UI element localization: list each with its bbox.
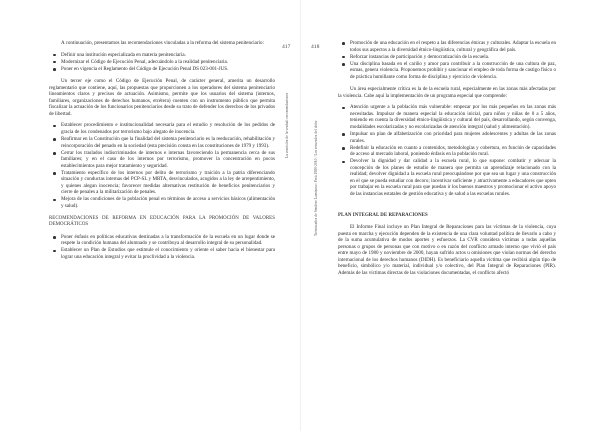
list-item: Una disciplina basada en el cariño y amor para contribuir a la construcción de una cultura de paz, esmas, genera violencia. Proponemos prohibir y sancionar el empleo de toda forma de castigo físico o de práctica humillante como forma de disciplina y ejercicio de violencia. (338, 61, 556, 81)
penitentiary-recommendations-list (49, 52, 275, 73)
page-number: 418 (311, 44, 320, 50)
list-item: Impulsar un plan de alfabetización con prioridad para mujeres adolescentes y adultas de las zonas rurales. (338, 131, 556, 144)
right-text-column (338, 40, 556, 281)
list-item: Establecer procedimiento e institucionalidad necesaria para el estudio y resolución de los pedidos de gracia de los condenados por terrorismo bajo alegato de inocencia. (49, 122, 275, 135)
list-item: Definir una institución especializada en materia penitenciaria. (49, 52, 275, 59)
list-item: Cerrar los traslados indiscriminados de internos e internas favoreciendo la permanencia cerca de sus familiares; y en el caso de los internos por terrorismo, promover la concentración en pocos establecimientos para mejor tratamiento y seguridad. (49, 150, 275, 170)
list-item: Tratamiento específico de los internos por delito de terrorismo y traición a la patria diferenciando situación y conductas internas del PCP-SL y MRTA, desvinculados, acogidos a la ley de arrepentimiento, y quienes alegan inocencia; favorecer medidas alternativas restitución de beneficios penitenciarios y cierre de penales a la militarización de penales. (49, 170, 275, 196)
list-item: Reafirmar en la Constitución que la finalidad del sistema penitenciario es la reeducación, rehabilitación y reincorporación del penado en la sociedad (esta precisión consta en las constituciones de 1979 y 1993). (49, 136, 275, 149)
page-number: 417 (282, 44, 291, 50)
list-item: Devolver la dignidad y dar calidad a la escuela rural, lo que supone: combatir y adecuar la concepción de los planes de estudio de manera que permita un aprendizaje relacionado con la realidad; devolver dignidad a la escuela rural preocupándose por que sea un lugar y una construcción en el que se pueda estudiar con decoro; incentivar suficiente y atractivamente a educadores que opten por trabajar en la escuela rural para que puedan ir los buenos maestros y promocionar el activo apoyo de las instancias estatales de gestión educativa y de salud a las escuelas rurales. (338, 158, 556, 197)
education-recommendations-list (49, 234, 275, 261)
left-text-column (49, 40, 275, 266)
reparations-paragraph: El Informe Final incluye un Plan Integral de Reparaciones para las víctimas de la violencia, cuya puesta en marcha y ejecución dependen de la existencia de una clara voluntad política de llevarlo a cabo y de la suma acumulativa de modos aportes y esfuerzos. La CVR considera víctimas a todas aquellas personas o grupos de personas que con motivo o en razón del conflicto armado interno que vivió el país entre mayo de 1980 y noviembre de 2000, hayan sufrido actos u omisiones que violan normas del derecho internacional de los derechos humanos (DIDH). Es beneficiario aquella víctima que recibirá algún tipo de beneficio, simbólico y/o material, individual y/o colectivo, del Plan Integral de Reparaciones (PIR). Además de las víctimas directas de las violaciones documentadas, el conflicto afectó (338, 224, 556, 276)
education-values-list (338, 40, 556, 80)
prison-measures-list (49, 122, 275, 209)
section-heading-reparations: PLAN INTEGRAL DE REPARACIONES (338, 212, 428, 218)
running-head: Treinta años de Sendero Luminoso: Perú 1980-2010 / Los recuerdos del dolor (314, 120, 318, 236)
list-item: Reforzar instancias de participación y democratización de la escuela. (338, 54, 556, 61)
running-head: La comisión de la verdad: recomendaciones (285, 92, 289, 158)
intro-paragraph: A continuación, presentamos las recomendaciones vinculadas a la reforma del sistema penitenciario: (61, 40, 264, 46)
list-item: Atención urgente a la población más vulnerable: empezar por los más pequeños en las zonas más necesitadas. Impulsar de manera especial la educación inicial, para niños y niñas de 0 a 5 años, teniendo en cuenta la diversidad étnico-lingüística y cultural del país, desarrollando, según convenga, modalidades escolarizadas y no escolarizadas de atención integral (salud y alimentación). (338, 104, 556, 130)
list-item: Modernizar el Código de Ejecución Penal, adecuándolo a la realidad penitenciaria. (49, 59, 275, 66)
list-item: Promoción de una educación en el respeto a las diferencias étnicas y culturales. Adaptar la escuela en todos sus aspectos a la diversidad étnico-lingüística, cultural y geográfica del país. (338, 40, 556, 53)
list-item: Poner en vigencia el Reglamento del Código de Ejecución Penal DS 023-001-JUS. (49, 66, 275, 73)
rural-program-list (338, 104, 556, 197)
list-item: Establecer un Plan de Estudios que estimule el conocimiento y oriente el saber hacia el bienestar para lograr una educación integral y evitar la proclividad a la violencia. (49, 247, 275, 260)
regulation-paragraph: Un tercer eje como el Código de Ejecución Penal, de carácter general, amerita un desarrollo reglamentario que contiene, aquí, las propuestas que proporcionen a los operadores del sistema penitenciario lineamientos claros y precisos de actuación. Asimismo, permite que los usuarios del sistema (internos, familiares, organizaciones de derechos humanos, etcétera) cuenten con un instrumento público que permita fiscalizar la actuación de los funcionarios penitenciarios desde su trato de defender los derechos de los privados de libertad. (49, 78, 275, 117)
section-heading-education: RECOMENDACIONES DE REFORMA EN EDUCACIÓN PARA LA PROMOCIÓN DE VALORES DEMOCRÁTICOS (49, 215, 275, 228)
rural-school-paragraph: Un área especialmente crítica es la de la escuela rural, especialmente en las zonas más afectadas por la violencia. Cabe aquí la implementación de un programa especial que comprende: (338, 86, 556, 99)
list-item: Redefinir la educación en cuanto a contenidos, metodologías y cobertura, en función de capacidades de acceso al mercado laboral, poniendo énfasis en la población rural. (338, 145, 556, 158)
right-page (300, 0, 600, 431)
list-item: Mejora de las condiciones de la población penal en términos de acceso a servicios básicos (alimentación y salud). (49, 196, 275, 209)
list-item: Poner énfasis en políticas educativas destinadas a la transformación de la escuela en un lugar donde se respete la condición humana del alumnado y se contribuya al desarrollo integral de su personalidad. (49, 234, 275, 247)
